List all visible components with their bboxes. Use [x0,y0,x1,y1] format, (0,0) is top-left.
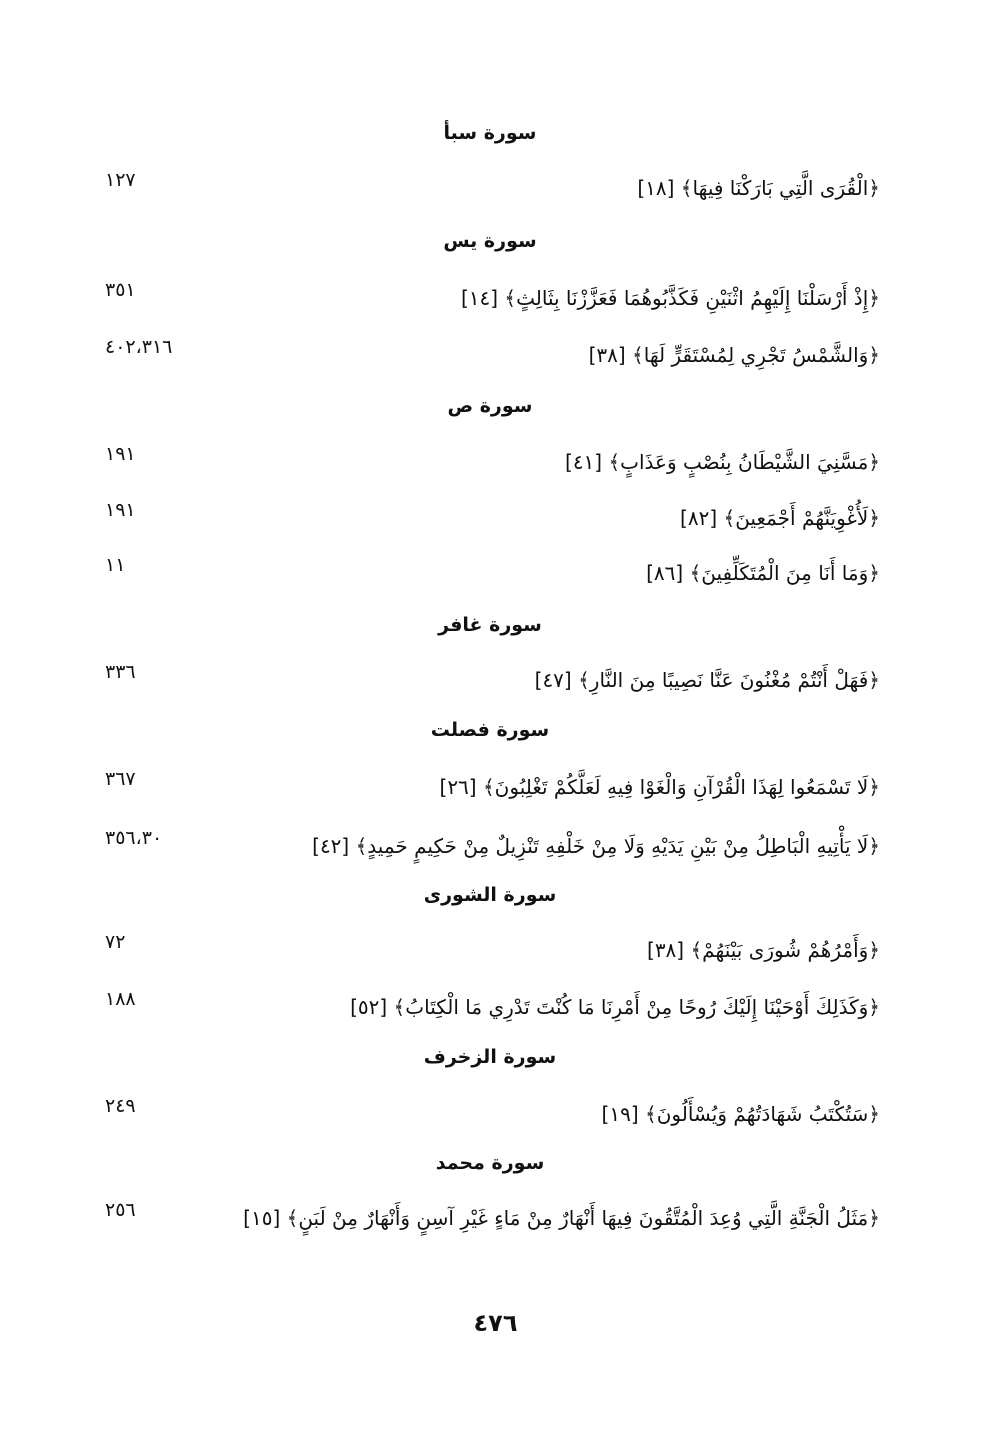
verse-text: ﴿إِذْ أَرْسَلْنَا إِلَيْهِمُ اثْنَيْنِ فَكَذَّبُوهُمَا فَعَزَّزْنَا بِثَالِثٍ﴾ [١٤] [460,286,880,310]
verse-text: ﴿لَا يَأْتِيهِ الْبَاطِلُ مِنْ بَيْنِ يَدَيْهِ وَلَا مِنْ خَلْفِهِ تَنْزِيلٌ مِنْ حَكِيمٍ حَمِيدٍ﴾ [٤٢] [312,834,880,858]
page-reference: ٤٠٢،٣١٦ [105,336,173,358]
section-heading: سورة الزخرف [423,1046,557,1068]
index-entry [100,767,880,807]
page-reference: ٣٦٧ [105,768,136,790]
page-reference: ٢٥٦ [105,1199,136,1221]
index-entry [100,987,880,1027]
page-number: ٤٧٦ [473,1309,518,1337]
verse-text: ﴿لَا تَسْمَعُوا لِهَذَا الْقُرْآنِ وَالْغَوْا فِيهِ لَعَلَّكُمْ تَغْلِبُونَ﴾ [٢٦] [439,775,880,799]
verse-text: ﴿الْقُرَى الَّتِي بَارَكْنَا فِيهَا﴾ [١٨] [637,176,880,200]
verse-text: ﴿وَالشَّمْسُ تَجْرِي لِمُسْتَقَرٍّ لَهَا﴾ [٣٨] [588,343,880,367]
index-entry [100,442,880,482]
section-heading: سورة الشورى [423,884,557,906]
verse-text: ﴿لَأُغْوِيَنَّهُمْ أَجْمَعِينَ﴾ [٨٢] [680,506,880,530]
index-entry [100,930,880,970]
page-reference: ١٢٧ [105,169,136,191]
section-heading: سورة محمد [435,1152,545,1174]
section-heading: سورة يس [443,230,537,252]
index-entry [100,278,880,318]
verse-text: ﴿وَمَا أَنَا مِنَ الْمُتَكَلِّفِينَ﴾ [٨٦] [646,561,880,585]
verse-text: ﴿فَهَلْ أَنْتُمْ مُغْنُونَ عَنَّا نَصِيبًا مِنَ النَّارِ﴾ [٤٧] [534,668,880,692]
page-reference: ١٩١ [105,443,136,465]
section-heading: سورة فصلت [430,719,550,741]
verse-text: ﴿سَتُكْتَبُ شَهَادَتُهُمْ وَيُسْأَلُونَ﴾ [١٩] [601,1102,880,1126]
index-entry [100,168,880,208]
page-reference: ٣٥٦،٣٠ [105,827,163,849]
page-reference: ١٨٨ [105,988,136,1010]
page-reference: ١١ [105,554,126,576]
index-entry [100,335,880,375]
index-entry [100,553,880,593]
page-reference: ٢٤٩ [105,1095,136,1117]
page-reference: ٣٣٦ [105,661,136,683]
index-entry [100,498,880,538]
section-heading: سورة ص [447,395,533,417]
index-entry [100,1094,880,1134]
verse-text: ﴿وَكَذَلِكَ أَوْحَيْنَا إِلَيْكَ رُوحًا مِنْ أَمْرِنَا مَا كُنْتَ تَدْرِي مَا الْكِتَابُ﴾ [٥٢] [350,995,880,1019]
verse-text: ﴿وَأَمْرُهُمْ شُورَى بَيْنَهُمْ﴾ [٣٨] [647,938,880,962]
page-reference: ٧٢ [105,931,126,953]
index-entry [100,1198,880,1238]
verse-text: ﴿مَثَلُ الْجَنَّةِ الَّتِي وُعِدَ الْمُتَّقُونَ فِيهَا أَنْهَارٌ مِنْ مَاءٍ غَيْرِ آسِنٍ وَأَنْهَارٌ مِنْ لَبَنٍ﴾ [١٥] [243,1206,880,1230]
index-entry [100,660,880,700]
verse-text: ﴿مَسَّنِيَ الشَّيْطَانُ بِنُصْبٍ وَعَذَابٍ﴾ [٤١] [565,450,880,474]
section-heading: سورة سبأ [443,122,537,144]
page-reference: ١٩١ [105,499,136,521]
page-reference: ٣٥١ [105,279,136,301]
section-heading: سورة غافر [438,614,542,636]
index-entry [100,826,880,866]
